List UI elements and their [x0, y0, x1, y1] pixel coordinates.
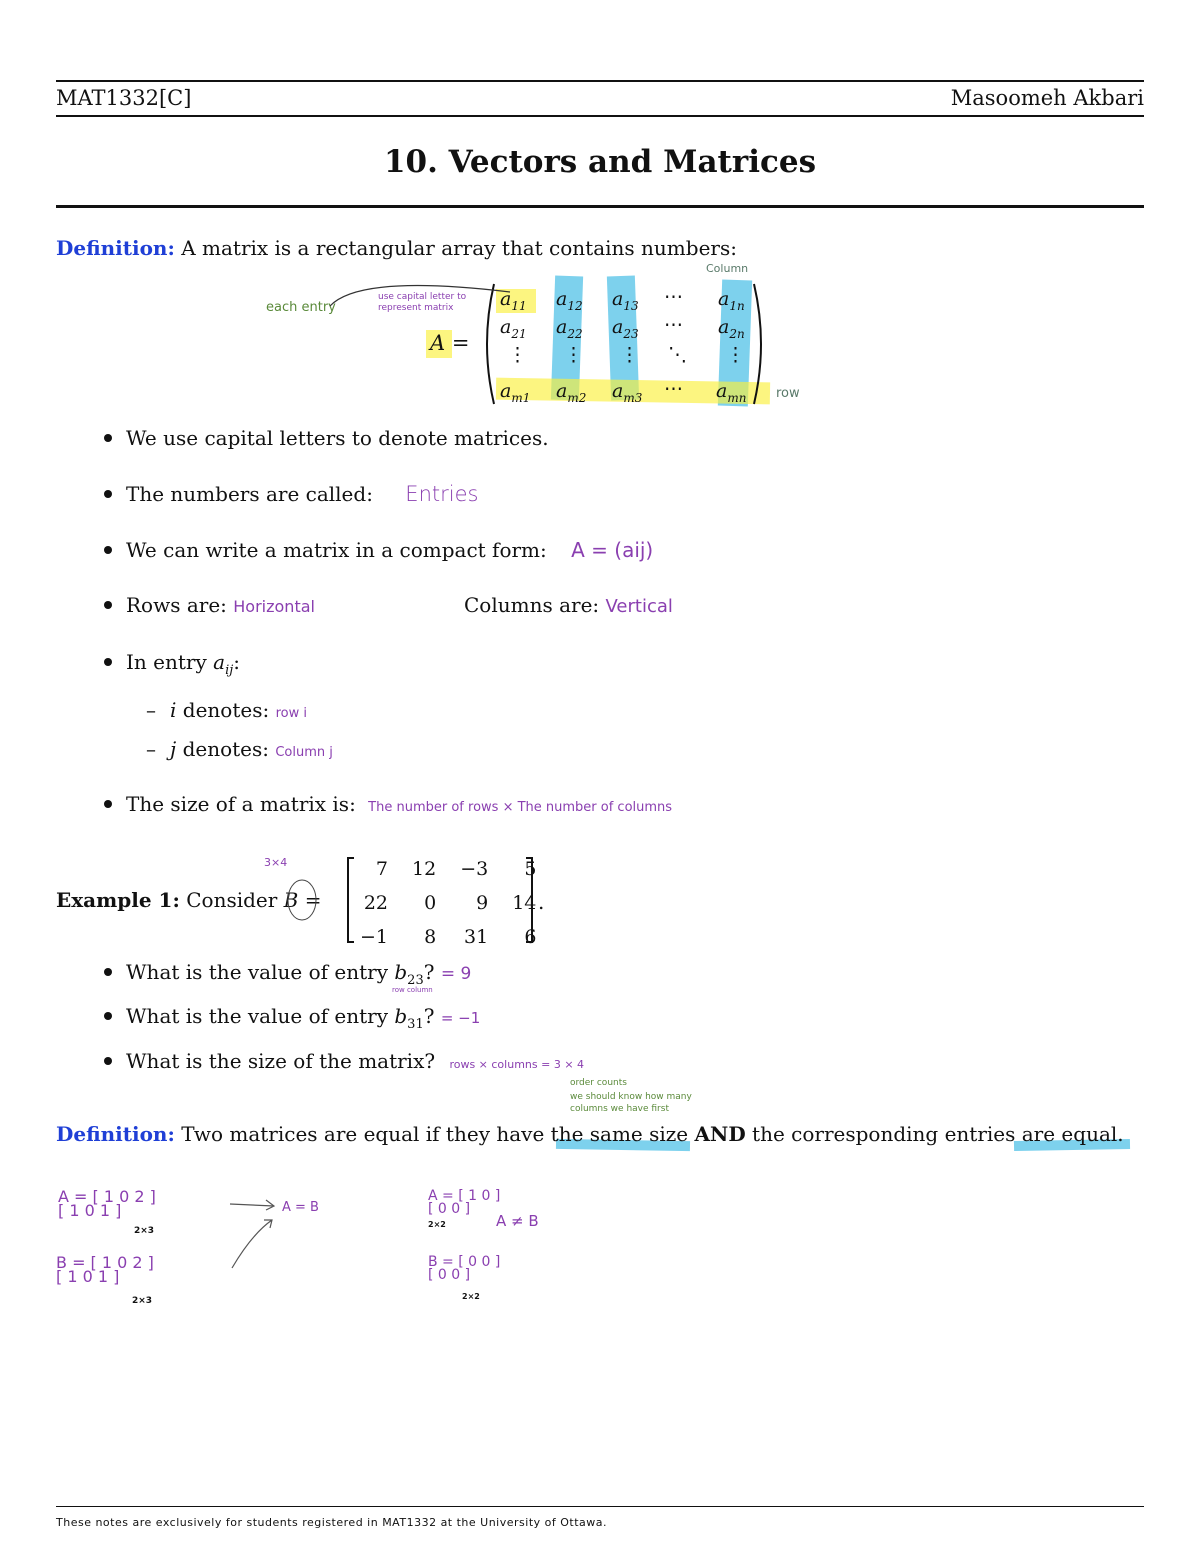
entry-a2n: $a_{2n}$: [718, 316, 745, 341]
annotation-column: Column: [706, 262, 749, 275]
question-text: What is the size of the matrix?: [126, 1049, 436, 1073]
handwritten-answer: Entries: [405, 482, 479, 506]
matrix-row: [348, 852, 548, 886]
matrix-cell: 8: [424, 926, 437, 948]
subscript: 31: [407, 1017, 424, 1032]
entry-dots-1: ⋯: [664, 286, 683, 308]
bullet-text: We use capital letters to denote matrices.: [126, 426, 549, 450]
sketch-line: [ 0 0 ]: [428, 1201, 471, 1217]
matrix-cell: 31: [464, 926, 489, 948]
bullet-rows: [104, 593, 315, 617]
handwritten-answer: rows × columns = 3 × 4: [449, 1058, 585, 1071]
math-b31: $b_{31}$: [394, 1004, 424, 1032]
matrix-row: [348, 920, 548, 954]
question-size: [104, 1049, 584, 1073]
example-label: Example 1:: [56, 888, 180, 912]
bullet-dot: [104, 434, 112, 442]
sketch-left-result: A = B: [282, 1200, 319, 1215]
handwritten-answer: Column j: [275, 745, 333, 760]
dash: –: [146, 698, 156, 722]
matrix-b-period: .: [538, 890, 545, 914]
bullet-capital-letters: [104, 426, 549, 450]
footer-notice: These notes are exclusively for students registered in MAT1332 at the University of Ottawa.: [56, 1516, 608, 1529]
matrix-b-table: [348, 852, 548, 954]
annotation-row: row: [776, 386, 800, 401]
bullet-text: We can write a matrix in a compact form:: [126, 538, 547, 562]
entry-a1n: $a_{1n}$: [718, 288, 745, 313]
definition-label: Definition:: [56, 1122, 175, 1146]
bullet-dot: [104, 1012, 112, 1020]
definition-same-size: the same size: [550, 1122, 689, 1146]
title-rule: [56, 205, 1144, 208]
sub-bullet-i: [146, 698, 307, 722]
matrix-cell: 6: [524, 926, 537, 948]
question-b23-note: row column: [392, 986, 433, 994]
sketch-right-a: [428, 1190, 500, 1216]
header-mid-rule: [56, 115, 1144, 117]
matrix-cell: 14: [512, 892, 537, 914]
sketch-left-a: [58, 1187, 156, 1220]
sketch-right-result: A ≠ B: [496, 1212, 539, 1230]
matrix-cell: 5: [524, 858, 537, 880]
definition-label: Definition:: [56, 236, 175, 260]
handwritten-answer: row i: [275, 706, 307, 721]
handwritten-answer: = −1: [440, 1009, 481, 1027]
sketch-right-size-2: 2×2: [462, 1292, 480, 1301]
bullet-columns: [464, 593, 673, 617]
matrix-cell: −1: [360, 926, 389, 948]
entry-a11: $a_{11}$: [500, 288, 527, 313]
matrix-a-lhs: A =: [430, 331, 470, 355]
math-b23: $b_{23}$: [394, 960, 424, 988]
entry-a23: $a_{23}$: [612, 316, 639, 341]
entry-a13: $a_{13}$: [612, 288, 639, 313]
entry-a22: $a_{22}$: [556, 316, 583, 341]
bullet-text: In entry: [126, 650, 207, 674]
handwritten-answer: = 9: [440, 964, 472, 984]
footer-rule: [56, 1506, 1144, 1507]
question-b23: What is the value of entry $b_{23}$? = 9: [104, 960, 471, 988]
definition-2: [56, 1122, 1124, 1146]
entry-dots-3: ⋯: [664, 378, 683, 400]
sketch-line: B = [ 1 0 2 ]: [56, 1253, 154, 1272]
header-top-rule: [56, 80, 1144, 82]
question-text: What is the value of entry: [126, 960, 388, 984]
sketch-arrows: [222, 1194, 292, 1274]
bullet-entry-aij: In entry $a_{ij}$:: [104, 650, 240, 678]
matrix-cell: 9: [476, 892, 489, 914]
handwritten-answer: Horizontal: [233, 597, 315, 616]
matrix-cell: 0: [424, 892, 437, 914]
matrix-cell: −3: [460, 858, 489, 880]
entry-am2: $a_{m2}$: [556, 380, 587, 405]
handwritten-answer: A = (aij): [571, 538, 654, 562]
subscript: 23: [407, 973, 424, 988]
math-j: j: [170, 737, 177, 761]
bullet-dot: [104, 968, 112, 976]
entry-a12: $a_{12}$: [556, 288, 583, 313]
bullet-size: [104, 792, 672, 816]
matrix-cell: 12: [412, 858, 437, 880]
entry-a21: $a_{21}$: [500, 316, 527, 341]
question-text: What is the value of entry: [126, 1004, 388, 1028]
annotation-capital-letter: use capital letter to represent matrix: [378, 292, 467, 313]
bullet-dot: [104, 601, 112, 609]
definition-are-equal: are equal.: [1021, 1122, 1124, 1146]
bullet-dot: [104, 1057, 112, 1065]
size-note-1: order counts: [570, 1078, 627, 1088]
sketch-line: [ 1 0 1 ]: [56, 1267, 120, 1286]
example-var-circle: [282, 876, 330, 926]
definition-1: [56, 236, 737, 260]
sketch-line: [ 1 0 1 ]: [58, 1201, 122, 1220]
entry-ddots: ⋱: [668, 344, 687, 366]
bullet-text: The size of a matrix is:: [126, 792, 356, 816]
sketch-right-size-1: 2×2: [428, 1220, 446, 1229]
entry-am1: $a_{m1}$: [500, 380, 531, 405]
bullet-compact-form: [104, 538, 653, 562]
bullet-dot: [104, 490, 112, 498]
definition-text-after: the corresponding entries: [752, 1122, 1016, 1146]
sketch-line: A = [ 1 0 ]: [428, 1188, 501, 1204]
sketch-line: B = [ 0 0 ]: [428, 1254, 501, 1270]
entry-vdots-4: ⋮: [726, 344, 745, 366]
matrix-cell: 22: [363, 892, 389, 914]
bullet-entries: [104, 482, 478, 506]
handwritten-answer: The number of rows × The number of columns: [368, 800, 673, 815]
bullet-dot: [104, 658, 112, 666]
course-code: MAT1332[C]: [56, 86, 192, 110]
question-b31: What is the value of entry $b_{31}$? = −1: [104, 1004, 480, 1032]
handwritten-answer: Vertical: [605, 596, 673, 617]
sketch-left-size-2: 2×3: [132, 1296, 153, 1306]
matrix-row: [348, 886, 548, 920]
page-title: 10. Vectors and Matrices: [383, 144, 817, 180]
math-i: i: [170, 698, 177, 722]
example-size-note: 3×4: [264, 856, 288, 869]
example-text: Consider: [186, 888, 278, 912]
entry-vdots-2: ⋮: [564, 344, 583, 366]
sketch-left-size-1: 2×3: [134, 1226, 155, 1236]
definition-and: AND: [694, 1122, 746, 1146]
definition-text: Two matrices are equal if they have: [181, 1122, 545, 1146]
bullet-text: Rows are:: [126, 593, 227, 617]
size-note-3: columns we have first: [570, 1104, 669, 1114]
matrix-cell: 7: [375, 858, 389, 880]
annotation-each-entry: each entry: [266, 300, 336, 315]
size-note-2: we should know how many: [570, 1092, 692, 1102]
sketch-right-b: [428, 1256, 500, 1282]
author-name: Masoomeh Akbari: [950, 86, 1144, 110]
dash: –: [146, 737, 156, 761]
entry-amn: $a_{mn}$: [716, 380, 747, 405]
bullet-dot: [104, 800, 112, 808]
entry-am3: $a_{m3}$: [612, 380, 643, 405]
sketch-line: [ 0 0 ]: [428, 1267, 471, 1283]
annotation-entry-curve: [300, 270, 520, 310]
sub-bullet-j: [146, 737, 333, 761]
math-aij: $a_{ij}$: [213, 650, 234, 678]
example-var: B =: [283, 888, 322, 912]
sketch-left-b: [56, 1253, 154, 1286]
bullet-text: Columns are:: [464, 593, 600, 617]
entry-vdots-3: ⋮: [620, 344, 639, 366]
entry-dots-2: ⋯: [664, 314, 683, 336]
sketch-line: A = [ 1 0 2 ]: [58, 1187, 156, 1206]
bullet-text: The numbers are called:: [126, 482, 373, 506]
bullet-text: denotes:: [182, 737, 269, 761]
definition-text: A matrix is a rectangular array that contains numbers:: [181, 236, 737, 260]
entry-vdots-1: ⋮: [508, 344, 527, 366]
bullet-text: denotes:: [182, 698, 270, 722]
bullet-dot: [104, 546, 112, 554]
